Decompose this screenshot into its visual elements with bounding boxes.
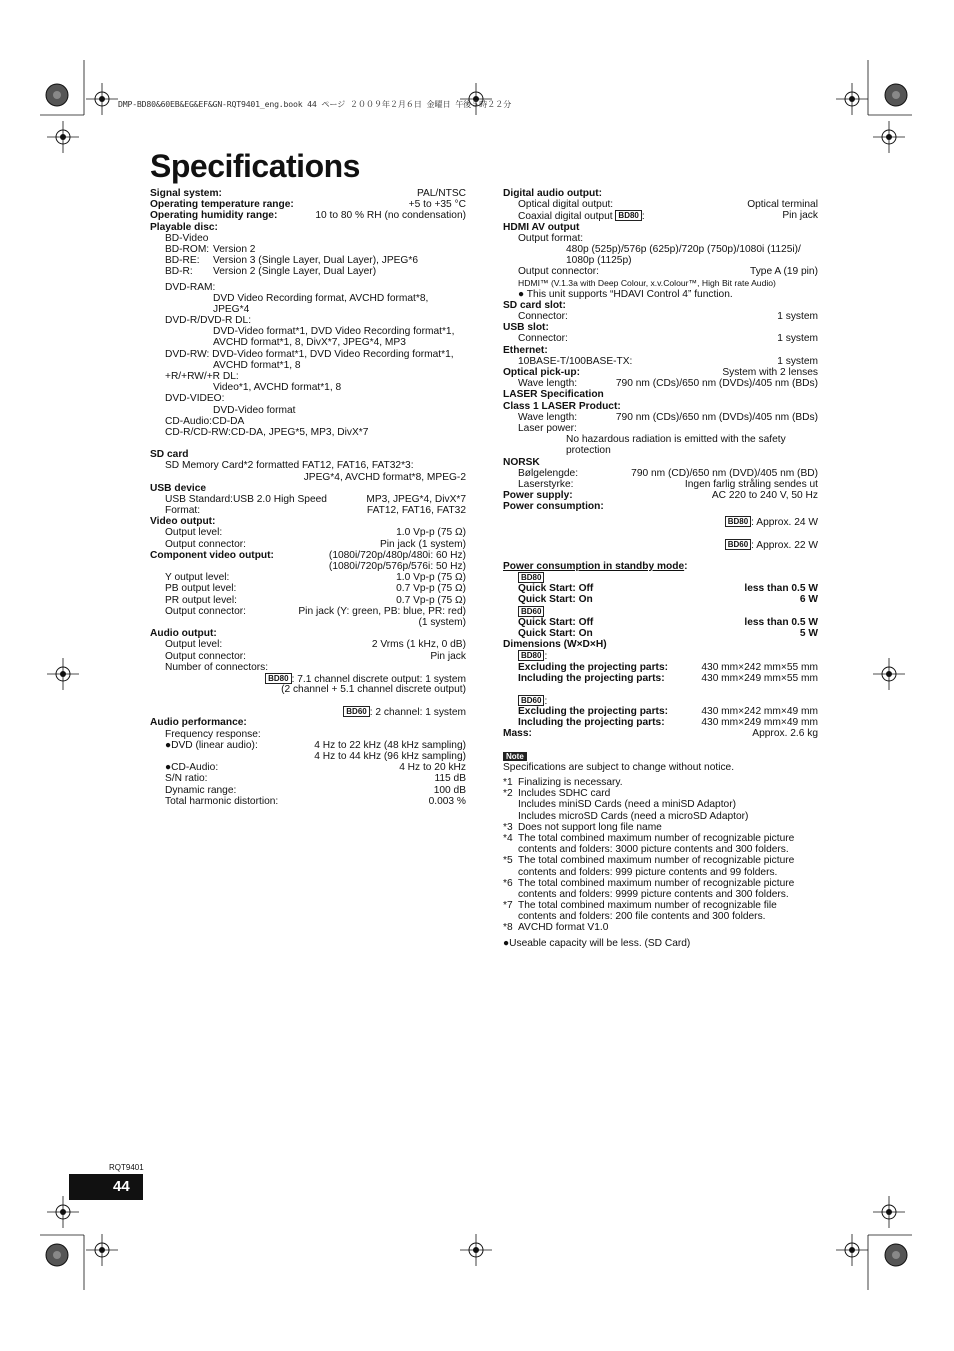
spec-label: Playable disc: bbox=[150, 221, 218, 233]
bd60-badge: BD60 bbox=[518, 606, 544, 617]
spec-text: ● This unit supports “HDAVI Control 4” function. bbox=[518, 288, 733, 300]
spec-value: Version 2 bbox=[213, 243, 256, 255]
spec-text: SD Memory Card*2 formatted FAT12, FAT16, FAT32*3: bbox=[165, 460, 414, 472]
spec-label: Quick Start: Off bbox=[518, 583, 594, 595]
spec-text: AVCHD format*1, 8, DivX*7, JPEG*4, MP3 bbox=[213, 337, 406, 349]
spec-label: Audio output: bbox=[150, 628, 217, 640]
spec-label: Y output level: bbox=[165, 572, 230, 584]
spec-value: AC 220 to 240 V, 50 Hz bbox=[711, 490, 818, 502]
footnote-number: *5 bbox=[503, 855, 513, 867]
spec-label: ●DVD (linear audio): bbox=[165, 739, 258, 751]
spec-text: DVD Video Recording format, AVCHD format*8, bbox=[213, 292, 429, 304]
footnote-number: *7 bbox=[503, 900, 513, 912]
spec-value: 4 Hz to 22 kHz (48 kHz sampling) bbox=[314, 739, 466, 751]
footnote bbox=[503, 777, 818, 788]
spec-label: BD-R: bbox=[165, 266, 193, 278]
spec-text: DVD-Video format bbox=[213, 404, 296, 416]
spec-value: 4 Hz to 44 kHz (96 kHz sampling) bbox=[314, 751, 466, 762]
spec-label: S/N ratio: bbox=[165, 773, 208, 785]
spec-label: Connector: bbox=[518, 333, 568, 345]
spec-label: Power consumption in standby mode bbox=[503, 560, 685, 572]
spec-label: DVD-R/DVD-R DL: bbox=[165, 315, 252, 327]
spec-value: (2 channel + 5.1 channel discrete output) bbox=[281, 684, 466, 696]
spec-label: Quick Start: Off bbox=[518, 616, 594, 628]
spec-label: DVD-VIDEO: bbox=[165, 393, 225, 405]
spec-text: No hazardous radiation is emitted with the safety bbox=[566, 434, 786, 446]
left-column bbox=[150, 188, 466, 807]
spec-label: Dynamic range: bbox=[165, 784, 237, 796]
spec-label: Laserstyrke: bbox=[518, 478, 574, 490]
spec-label: BD-ROM: bbox=[165, 243, 210, 255]
spec-label: Wave length: bbox=[518, 411, 578, 423]
spec-label: Quick Start: On bbox=[518, 594, 593, 606]
spec-label: Power consumption in standby mode: bbox=[503, 560, 688, 572]
spec-value: 10 to 80 % RH (no condensation) bbox=[315, 210, 466, 222]
spec-value: : Approx. 22 W bbox=[751, 539, 818, 551]
spec-label: Signal system: bbox=[150, 188, 222, 199]
spec-label: LASER Specification bbox=[503, 389, 604, 401]
spec-value: 1 system bbox=[777, 311, 818, 323]
spec-text: HDMI™ (V.1.3a with Deep Colour, x.v.Colour™, High Bit rate Audio) bbox=[518, 277, 776, 288]
bd60-badge: BD60 bbox=[518, 695, 544, 706]
footnote-text: Includes SDHC card bbox=[518, 788, 611, 800]
footnote bbox=[503, 822, 818, 833]
spec-value: 4 Hz to 20 kHz bbox=[399, 762, 466, 774]
spec-value: 100 dB bbox=[433, 784, 466, 796]
footnote-text: contents and folders: 9999 picture contents and 300 folders. bbox=[518, 888, 789, 900]
spec-label: Excluding the projecting parts: bbox=[518, 661, 668, 673]
spec-value: : 2 channel: 1 system bbox=[369, 707, 466, 719]
spec-value: 430 mm×249 mm×55 mm bbox=[701, 672, 818, 684]
footnote-number: *8 bbox=[503, 922, 513, 934]
spec-label: HDMI AV output bbox=[503, 221, 580, 233]
footnote bbox=[503, 833, 818, 844]
spec-label: PB output level: bbox=[165, 583, 237, 595]
spec-label: Quick Start: On bbox=[518, 627, 593, 639]
spec-label: USB slot: bbox=[503, 322, 549, 334]
spec-value: JPEG*4, AVCHD format*8, MPEG-2 bbox=[303, 471, 466, 483]
sd-capacity-note: ●Useable capacity will be less. (SD Card) bbox=[503, 937, 691, 949]
spec-value: (1080i/720p/576p/576i: 50 Hz) bbox=[328, 561, 466, 572]
footnote-text: The total combined maximum number of recognizable file bbox=[518, 900, 777, 912]
spec-label: USB device bbox=[150, 482, 207, 494]
spec-label: Output format: bbox=[518, 232, 584, 244]
spec-label: Power supply: bbox=[503, 490, 573, 502]
spec-value: Optical terminal bbox=[747, 199, 818, 211]
footnote-text: contents and folders: 3000 picture contents and 300 folders. bbox=[518, 844, 789, 856]
spec-value: 6 W bbox=[799, 594, 818, 606]
spec-label: Optical digital output: bbox=[518, 199, 614, 211]
spec-label: Component video output: bbox=[150, 549, 274, 561]
spec-value: 1 system bbox=[777, 355, 818, 367]
spec-label: NORSK bbox=[503, 456, 540, 468]
spec-text: 1080p (1125p) bbox=[566, 255, 632, 267]
spec-label: Total harmonic distortion: bbox=[165, 795, 279, 807]
spec-label: Output connector: bbox=[165, 538, 246, 550]
spec-value bbox=[725, 539, 818, 551]
spec-value: 0.7 Vp-p (75 Ω) bbox=[396, 583, 466, 595]
footnote-number: *2 bbox=[503, 788, 513, 800]
footnote bbox=[503, 844, 818, 855]
spec-label: USB Standard:USB 2.0 High Speed bbox=[165, 493, 327, 505]
footnote-text: contents and folders: 999 picture contents and 99 folders. bbox=[518, 866, 778, 878]
spec-text: DVD-Video format*1, DVD Video Recording format*1, bbox=[213, 326, 455, 338]
spec-value: : 7.1 channel discrete output: 1 system bbox=[291, 673, 466, 685]
footnote bbox=[503, 811, 818, 822]
spec-value: Pin jack (1 system) bbox=[379, 538, 466, 550]
spec-label: Output connector: bbox=[165, 605, 246, 617]
spec-value: (1 system) bbox=[418, 616, 466, 628]
spec-text: JPEG*4 bbox=[213, 303, 250, 315]
spec-label: Number of connectors: bbox=[165, 661, 269, 673]
spec-label: Format: bbox=[165, 505, 201, 517]
spec-label: Including the projecting parts: bbox=[518, 672, 665, 684]
spec-value: 0.7 Vp-p (75 Ω) bbox=[396, 594, 466, 606]
spec-label: Class 1 LASER Product: bbox=[503, 400, 621, 412]
spec-label: Frequency response: bbox=[165, 728, 261, 740]
footnote bbox=[503, 855, 818, 866]
footnote-text: The total combined maximum number of recognizable picture bbox=[518, 855, 795, 867]
spec-label: Output connector: bbox=[165, 650, 246, 662]
spec-text: Video*1, AVCHD format*1, 8 bbox=[213, 382, 342, 394]
spec-text: BD-Video bbox=[165, 232, 209, 244]
spec-label: Mass: bbox=[503, 728, 532, 740]
bd80-badge: BD80 bbox=[615, 210, 641, 221]
spec-value: 2 Vrms (1 kHz, 0 dB) bbox=[371, 639, 466, 651]
spec-value: MP3, JPEG*4, DivX*7 bbox=[366, 493, 466, 505]
spec-label: Ethernet: bbox=[503, 344, 548, 356]
footnote bbox=[503, 889, 818, 900]
spec-value: Pin jack (Y: green, PB: blue, PR: red) bbox=[298, 605, 466, 617]
spec-text: DVD-RW: DVD-Video format*1, DVD Video Recording format*1, bbox=[165, 348, 454, 360]
page-number: 44 bbox=[113, 1178, 130, 1195]
footnote-text: contents and folders: 200 file contents and 300 folders. bbox=[518, 911, 766, 923]
spec-label: Dimensions (W×D×H) bbox=[503, 639, 607, 651]
spec-badge-cell: BD60 : bbox=[503, 695, 547, 707]
footnote-text: AVCHD format V1.0 bbox=[518, 922, 609, 934]
spec-label: Output connector: bbox=[518, 266, 599, 278]
print-header: DMP-BD80&60EB&EG&EF&GN-RQT9401_eng.book 44 ページ ２００９年２月６日 金曜日 午後５時２２分 bbox=[118, 99, 512, 109]
spec-value: Type A (19 pin) bbox=[750, 266, 818, 278]
footnote-number: *1 bbox=[503, 777, 513, 788]
spec-label: Audio performance: bbox=[150, 717, 247, 729]
spec-label: Digital audio output: bbox=[503, 188, 603, 199]
spec-label: Output level: bbox=[165, 527, 223, 539]
spec-label: SD card slot: bbox=[503, 299, 566, 311]
footnote bbox=[503, 911, 818, 922]
footnote-text: Includes microSD Cards (need a microSD Adaptor) bbox=[518, 810, 749, 822]
spec-label: +R/+RW/+R DL: bbox=[165, 371, 239, 382]
footnote bbox=[503, 788, 818, 799]
spec-value: 1.0 Vp-p (75 Ω) bbox=[396, 572, 466, 584]
spec-value: 1.0 Vp-p (75 Ω) bbox=[396, 527, 466, 539]
spec-label: Wave length: bbox=[518, 378, 578, 390]
spec-value: 790 nm (CDs)/650 nm (DVDs)/405 nm (BDs) bbox=[615, 378, 818, 390]
spec-value: Version 3 (Single Layer, Dual Layer), JPEG*6 bbox=[213, 255, 418, 267]
spec-label: Operating humidity range: bbox=[150, 210, 278, 222]
spec-value: 430 mm×242 mm×55 mm bbox=[701, 661, 818, 673]
spec-value: Version 2 (Single Layer, Dual Layer) bbox=[213, 266, 377, 278]
spec-value: PAL/NTSC bbox=[416, 188, 466, 199]
bd80-badge: BD80 bbox=[265, 673, 291, 684]
spec-value: 0.003 % bbox=[428, 795, 466, 807]
spec-label: Excluding the projecting parts: bbox=[518, 706, 668, 718]
footnote-text: The total combined maximum number of recognizable picture bbox=[518, 832, 795, 844]
spec-text: 480p (525p)/576p (625p)/720p (750p)/1080i (1125i)/ bbox=[566, 243, 801, 255]
spec-label: BD-RE: bbox=[165, 255, 200, 267]
spec-value bbox=[725, 516, 818, 528]
footnote bbox=[503, 922, 818, 933]
spec-value: FAT12, FAT16, FAT32 bbox=[366, 505, 466, 517]
spec-value: Pin jack bbox=[430, 650, 466, 662]
spec-label: Video output: bbox=[150, 516, 216, 528]
spec-value: 5 W bbox=[799, 627, 818, 639]
page-title: Specifications bbox=[150, 148, 360, 184]
footnote-text: Does not support long file name bbox=[518, 821, 662, 833]
footnote-text: Includes miniSD Cards (need a miniSD Adaptor) bbox=[518, 799, 736, 811]
bd80-badge: BD80 bbox=[518, 572, 544, 583]
footnote bbox=[503, 900, 818, 911]
footnote-number: *3 bbox=[503, 821, 513, 833]
bd60-badge: BD60 bbox=[725, 539, 751, 550]
spec-value: 430 mm×249 mm×49 mm bbox=[701, 717, 818, 729]
footnote bbox=[503, 878, 818, 889]
spec-value: 790 nm (CD)/650 nm (DVD)/405 nm (BD) bbox=[631, 467, 818, 479]
spec-value: less than 0.5 W bbox=[744, 583, 818, 595]
spec-value: less than 0.5 W bbox=[744, 616, 818, 628]
spec-value: Ingen farlig stråling sendes ut bbox=[684, 478, 818, 490]
spec-text: CD-Audio:CD-DA bbox=[165, 415, 245, 427]
spec-label: 10BASE-T/100BASE-TX: bbox=[518, 355, 633, 367]
spec-text: AVCHD format*1, 8 bbox=[213, 359, 301, 371]
spec-value: Pin jack bbox=[782, 210, 818, 222]
footnote bbox=[503, 867, 818, 878]
spec-value: (1080i/720p/480p/480i: 60 Hz) bbox=[328, 549, 466, 561]
spec-label: PR output level: bbox=[165, 594, 237, 606]
spec-value: 115 dB bbox=[434, 773, 466, 785]
right-column bbox=[503, 188, 818, 949]
spec-label: Coaxial digital output BD80 : bbox=[518, 211, 645, 223]
footnote bbox=[503, 799, 818, 810]
spec-label: Connector: bbox=[518, 311, 568, 323]
bd80-badge: BD80 bbox=[725, 516, 751, 527]
spec-value: System with 2 lenses bbox=[722, 367, 818, 378]
spec-value: 1 system bbox=[777, 333, 818, 345]
spec-badge-cell: BD80 : bbox=[503, 650, 547, 662]
spec-value: +5 to +35 °C bbox=[408, 199, 466, 211]
note-badge-cell bbox=[503, 751, 527, 762]
footnote-number: *4 bbox=[503, 832, 513, 844]
spec-label: Laser power: bbox=[518, 422, 577, 434]
spec-label: Operating temperature range: bbox=[150, 199, 294, 211]
spec-label: Bølgelengde: bbox=[518, 467, 579, 479]
bd80-badge: BD80 bbox=[518, 650, 544, 661]
spec-label: Including the projecting parts: bbox=[518, 717, 665, 729]
spec-label: Coaxial digital output bbox=[518, 211, 613, 223]
spec-value: : Approx. 24 W bbox=[751, 517, 818, 529]
spec-label: Optical pick-up: bbox=[503, 367, 580, 378]
spec-text: CD-R/CD-RW:CD-DA, JPEG*5, MP3, DivX*7 bbox=[165, 426, 369, 438]
spec-label: SD card bbox=[150, 449, 189, 461]
footnote-number: *6 bbox=[503, 877, 513, 889]
page-number-box bbox=[69, 1174, 143, 1200]
footnote-text: The total combined maximum number of recognizable picture bbox=[518, 877, 795, 889]
note-badge: Note bbox=[503, 752, 527, 761]
spec-value: Approx. 2.6 kg bbox=[752, 728, 818, 740]
spec-value: 790 nm (CDs)/650 nm (DVDs)/405 nm (BDs) bbox=[615, 411, 818, 423]
spec-label: Power consumption: bbox=[503, 501, 604, 513]
spec-label: ●CD-Audio: bbox=[165, 762, 219, 774]
spec-value: 430 mm×242 mm×49 mm bbox=[701, 706, 818, 718]
spec-text: protection bbox=[566, 445, 611, 457]
footnote-text: Finalizing is necessary. bbox=[518, 777, 623, 788]
note-text: Specifications are subject to change without notice. bbox=[503, 761, 735, 773]
document-code: RQT9401 bbox=[109, 1163, 144, 1172]
bd60-badge: BD60 bbox=[343, 706, 369, 717]
spec-label: Output level: bbox=[165, 639, 223, 651]
spec-label: DVD-RAM: bbox=[165, 281, 216, 293]
